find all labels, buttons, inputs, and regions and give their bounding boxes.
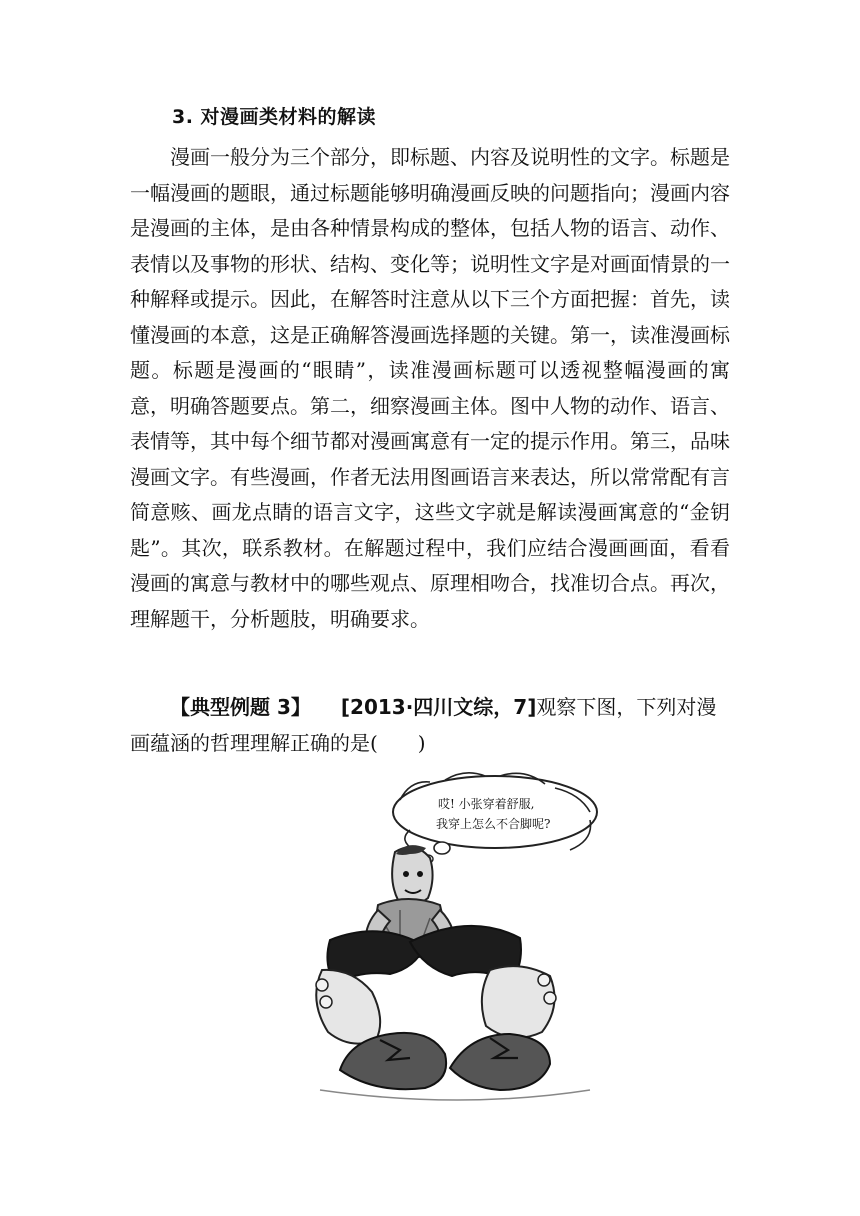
example-source: [2013·四川文综，7] — [340, 695, 537, 719]
cartoon-illustration — [300, 770, 600, 1115]
man-figure — [316, 845, 556, 1043]
shoes — [320, 1033, 590, 1100]
body-paragraph: 漫画一般分为三个部分，即标题、内容及说明性的文字。标题是一幅漫画的题眼，通过标题能够明确漫画反映的问题指向；漫画内容是漫画的主体，是由各种情景构成的整体，包括人物的语言、动作、表情以及事物的形状、结构、变化等；说明性文字是对画面情景的一种解释或提示。因此，在解答时注意从以下三个方面把握：首先，读懂漫画的本意，这是正确解答漫画选择题的关键。第一，读准漫画标题。标题是漫画的“眼睛”，读准漫画标题可以透视整幅漫画的寓意，明确答题要点。第二，细察漫画主体。图中人物的动作、语言、表情等，其中每个细节都对漫画寓意有一定的提示作用。第三，品味漫画文字。有些漫画，作者无法用图画语言来表达，所以常常配有言简意赅、画龙点睛的语言文字，这些文字就是解读漫画寓意的“金钥匙”。其次，联系教材。在解题过程中，我们应结合漫画画面，看看漫画的寓意与教材中的哪些观点、原理相吻合，找准切合点。再次，理解题干，分析题肢，明确要求。 — [130, 145, 730, 631]
example-question — [130, 690, 730, 761]
section-title: 3. 对漫画类材料的解读 — [172, 106, 377, 128]
bubble-line-1: 哎! 小张穿着舒服, — [438, 797, 535, 811]
bubble-line-2: 我穿上怎么不合脚呢? — [436, 817, 551, 831]
example-label: 【典型例题 3】 — [170, 695, 311, 719]
example-question-text: 观察下图，下列对漫画蕴涵的哲理理解正确的是( ) — [130, 695, 717, 755]
